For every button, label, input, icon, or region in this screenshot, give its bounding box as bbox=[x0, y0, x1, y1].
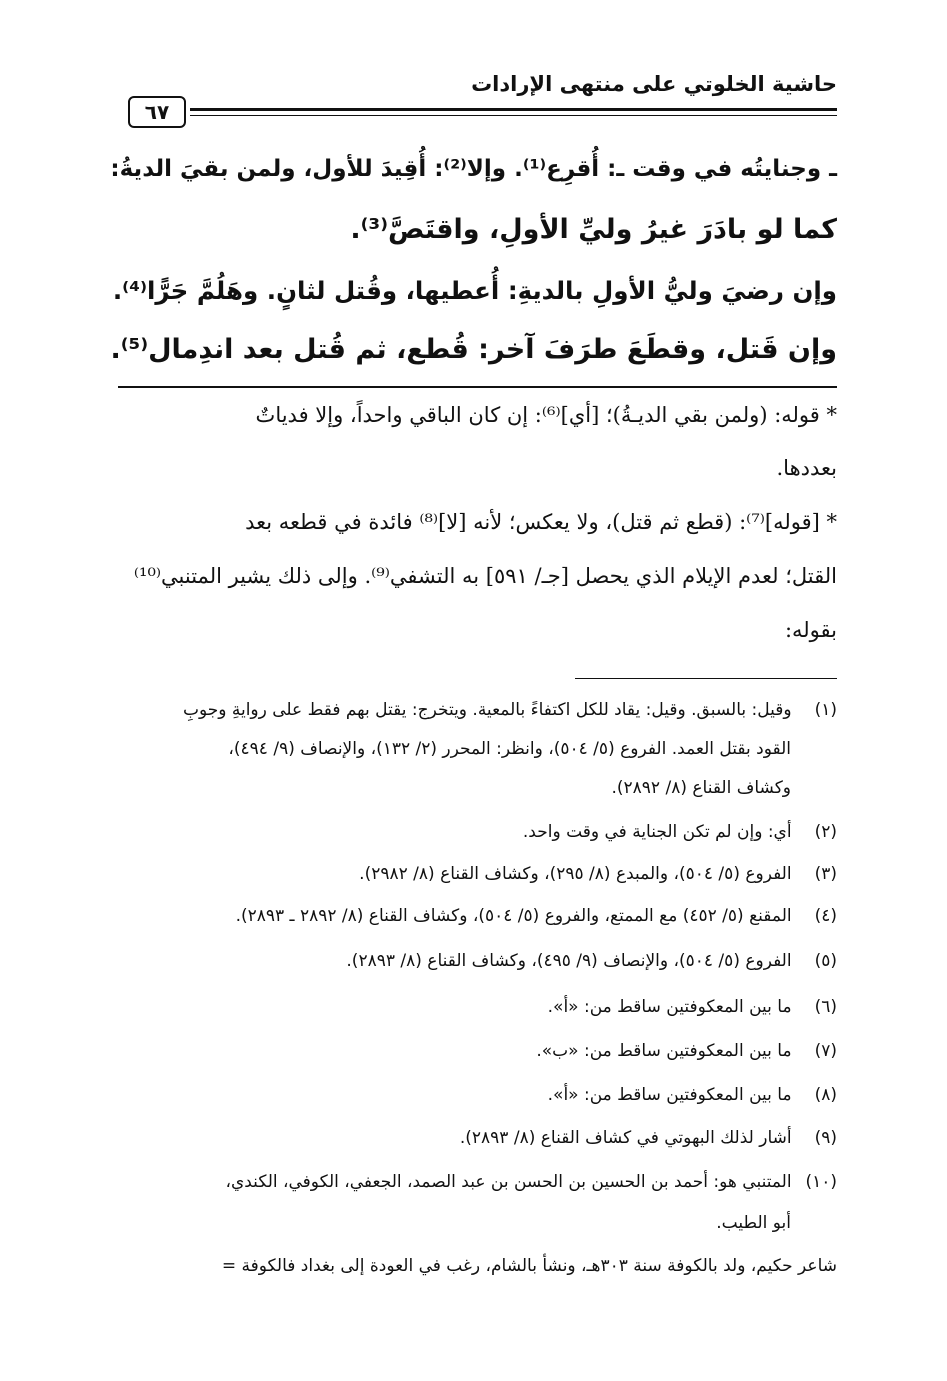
footnote-number: (٩) bbox=[814, 1128, 837, 1148]
footnote-6 bbox=[118, 997, 837, 1017]
header-rule-thin bbox=[190, 115, 837, 116]
footnote-text: ما بين المعكوفتين ساقط من: «ب». bbox=[536, 1041, 792, 1061]
footnote-5 bbox=[118, 951, 837, 971]
sharh-line: القتل؛ لعدم الإيلام الذي يحصل [جـ/ ٥٩١] به التشفي⁽⁹⁾. وإلى ذلك يشير المتنبي⁽¹⁰⁾ bbox=[133, 564, 837, 588]
footnote-10 bbox=[118, 1172, 837, 1192]
running-title: حاشية الخلوتي على منتهى الإرادات bbox=[471, 72, 837, 96]
footnote-4 bbox=[118, 906, 837, 926]
footnote-text: الفروع (٥/ ٥٠٤)، والإنصاف (٩/ ٤٩٥)، وكشاف القناع (٨/ ٢٨٩٣). bbox=[346, 951, 792, 971]
footnote-1-cont: القود بقتل العمد. الفروع (٥/ ٥٠٤)، وانظر: المحرر (٢/ ١٣٢)، والإنصاف (٩/ ٤٩٤)، bbox=[228, 739, 791, 759]
footnote-10-cont: أبو الطيب. bbox=[716, 1213, 791, 1233]
matn-line: كما لو بادَرَ غيرُ وليِّ الأولِ، واقتَصَّ⁽³⁾. bbox=[350, 214, 837, 245]
footnote-text: الفروع (٥/ ٥٠٤)، والمبدع (٨/ ٢٩٥)، وكشاف القناع (٨/ ٢٩٨٢). bbox=[359, 864, 792, 884]
footnote-text: ما بين المعكوفتين ساقط من: «أ». bbox=[547, 997, 792, 1017]
footnote-number: (٣) bbox=[814, 864, 837, 884]
footnote-continuation: شاعر حكيم، ولد بالكوفة سنة ٣٠٣هـ، ونشأ بالشام، رغب في العودة إلى بغداد فالكوفة = bbox=[221, 1256, 837, 1276]
footnote-number: (١) bbox=[814, 700, 837, 720]
footnote-number: (٥) bbox=[814, 951, 837, 971]
matn-line: وإن قَتل، وقطَعَ طرَفَ آخر: قُطع، ثم قُتل بعد اندِمال⁽⁵⁾. bbox=[110, 334, 837, 365]
matn-separator bbox=[118, 386, 837, 388]
footnote-text: وقيل: بالسبق. وقيل: يقاد للكل اكتفاءً بالمعية. ويتخرج: يقتل بهم فقط على روايةِ وجوبِ bbox=[182, 700, 792, 720]
footnote-3 bbox=[118, 864, 837, 884]
matn-line: ـ وجنايتُه في وقت ـ: أُقرِع⁽¹⁾. وإلا⁽²⁾: أُقِيدَ للأول، ولمن بقيَ الديةُ: bbox=[110, 156, 837, 182]
header-rule bbox=[190, 108, 837, 111]
footnote-text: ما بين المعكوفتين ساقط من: «أ». bbox=[547, 1085, 792, 1105]
footnote-number: (٨) bbox=[814, 1085, 837, 1105]
sharh-line: * قوله: (ولمن بقي الديـةُ)؛ [أي]⁽⁶⁾: إن كان الباقي واحداً، وإلا فدياتٌ bbox=[255, 403, 837, 427]
footnote-text: المقنع (٥/ ٤٥٢) مع الممتع، والفروع (٥/ ٥٠٤)، وكشاف القناع (٨/ ٢٨٩٢ ـ ٢٨٩٣). bbox=[235, 906, 792, 926]
footnote-number: (٤) bbox=[814, 906, 837, 926]
sharh-line: بعددها. bbox=[776, 456, 837, 480]
footnote-number: (٦) bbox=[814, 997, 837, 1017]
footnote-7 bbox=[118, 1041, 837, 1061]
footnote-number: (١٠) bbox=[805, 1172, 837, 1192]
sharh-line: * [قوله]⁽⁷⁾: (قطع ثم قتل)، ولا يعكس؛ لأنه [لا]⁽⁸⁾ فائدة في قطعه بعد bbox=[245, 510, 837, 534]
footnote-8 bbox=[118, 1085, 837, 1105]
footnote-number: (٢) bbox=[814, 822, 837, 842]
matn-line: وإن رضيَ وليُّ الأولِ بالديةِ: أُعطيها، وقُتل لثانٍ. وهَلُمَّ جَرًّا⁽⁴⁾. bbox=[112, 276, 837, 305]
footnote-separator bbox=[575, 678, 837, 679]
footnote-text: أي: وإن لم تكن الجناية في وقت واحد. bbox=[522, 822, 792, 842]
sharh-line: بقوله: bbox=[784, 618, 837, 642]
footnote-1 bbox=[118, 700, 837, 720]
footnote-1-cont: وكشاف القناع (٨/ ٢٨٩٢). bbox=[611, 778, 791, 798]
footnote-9 bbox=[118, 1128, 837, 1148]
footnote-text: أشار لذلك البهوتي في كشاف القناع (٨/ ٢٨٩٣). bbox=[459, 1128, 792, 1148]
page-number: ٦٧ bbox=[128, 96, 186, 128]
footnote-text: المتنبي هو: أحمد بن الحسين بن الحسن بن عبد الصمد، الجعفي، الكوفي، الكندي، bbox=[225, 1172, 792, 1192]
footnote-number: (٧) bbox=[814, 1041, 837, 1061]
footnote-2 bbox=[118, 822, 837, 842]
